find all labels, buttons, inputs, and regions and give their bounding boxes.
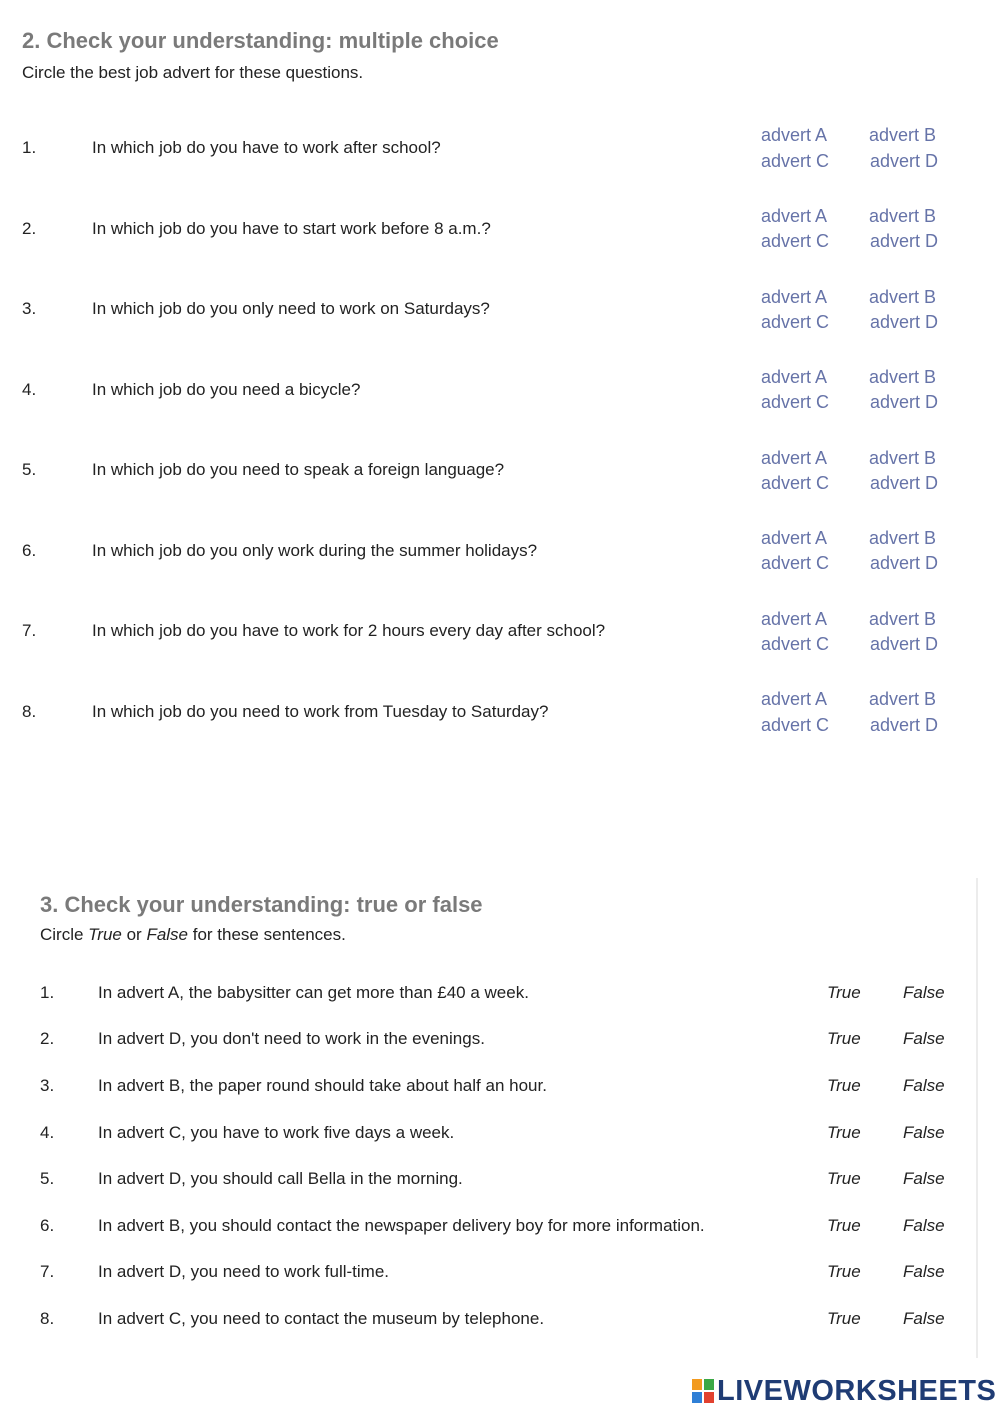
option-advert-d[interactable]: advert D <box>870 392 939 412</box>
option-true[interactable]: True <box>827 1123 861 1142</box>
option-true[interactable]: True <box>827 1029 861 1048</box>
option-advert-d[interactable]: advert D <box>870 553 939 573</box>
option-advert-b[interactable]: advert B <box>869 206 937 226</box>
section-2-instruction: Circle the best job advert for these questions. <box>22 63 364 82</box>
statement-number: 4. <box>40 1123 55 1142</box>
option-advert-b[interactable]: advert B <box>869 125 937 145</box>
statement-text: In advert D, you should call Bella in the morning. <box>98 1169 463 1188</box>
option-advert-c[interactable]: advert C <box>761 392 830 412</box>
option-advert-c[interactable]: advert C <box>761 553 830 573</box>
statement-number: 1. <box>40 983 55 1002</box>
option-false[interactable]: False <box>903 1216 945 1235</box>
question-text: In which job do you need to speak a foreign language? <box>92 460 505 479</box>
option-advert-b[interactable]: advert B <box>869 448 937 468</box>
question-text: In which job do you have to start work before 8 a.m.? <box>92 219 491 238</box>
option-true[interactable]: True <box>827 1076 861 1095</box>
option-advert-b[interactable]: advert B <box>869 528 937 548</box>
statement-number: 5. <box>40 1169 55 1188</box>
statement-number: 7. <box>40 1262 55 1281</box>
statement-number: 8. <box>40 1309 55 1328</box>
statement-text: In advert C, you have to work five days a week. <box>98 1123 455 1142</box>
option-advert-d[interactable]: advert D <box>870 634 939 654</box>
option-advert-a[interactable]: advert A <box>761 448 828 468</box>
question-text: In which job do you need a bicycle? <box>92 380 361 399</box>
option-true[interactable]: True <box>827 1216 861 1235</box>
option-false[interactable]: False <box>903 983 945 1002</box>
option-false[interactable]: False <box>903 1262 945 1281</box>
option-advert-d[interactable]: advert D <box>870 231 939 251</box>
option-advert-b[interactable]: advert B <box>869 287 937 307</box>
question-number: 8. <box>22 702 37 721</box>
statement-text: In advert D, you don't need to work in the evenings. <box>98 1029 485 1048</box>
statement-number: 3. <box>40 1076 55 1095</box>
option-advert-d[interactable]: advert D <box>870 151 939 171</box>
option-advert-c[interactable]: advert C <box>761 151 830 171</box>
option-advert-c[interactable]: advert C <box>761 715 830 735</box>
option-false[interactable]: False <box>903 1123 945 1142</box>
option-advert-a[interactable]: advert A <box>761 609 828 629</box>
option-advert-d[interactable]: advert D <box>870 715 939 735</box>
question-number: 5. <box>22 460 37 479</box>
option-advert-a[interactable]: advert A <box>761 287 828 307</box>
statement-number: 2. <box>40 1029 55 1048</box>
option-advert-a[interactable]: advert A <box>761 689 828 709</box>
option-advert-b[interactable]: advert B <box>869 689 937 709</box>
statement-text: In advert B, the paper round should take about half an hour. <box>98 1076 547 1095</box>
question-number: 3. <box>22 299 37 318</box>
option-false[interactable]: False <box>903 1169 945 1188</box>
option-advert-d[interactable]: advert D <box>870 473 939 493</box>
option-advert-c[interactable]: advert C <box>761 634 830 654</box>
option-true[interactable]: True <box>827 1262 861 1281</box>
question-text: In which job do you have to work for 2 hours every day after school? <box>92 621 606 640</box>
option-advert-a[interactable]: advert A <box>761 528 828 548</box>
option-false[interactable]: False <box>903 1309 945 1328</box>
liveworksheets-logo-icon <box>692 1379 714 1403</box>
option-true[interactable]: True <box>827 983 861 1002</box>
question-text: In which job do you only need to work on Saturdays? <box>92 299 490 318</box>
question-number: 6. <box>22 541 37 560</box>
liveworksheets-logo <box>692 1376 996 1406</box>
option-advert-c[interactable]: advert C <box>761 312 830 332</box>
question-number: 2. <box>22 219 37 238</box>
option-advert-a[interactable]: advert A <box>761 125 828 145</box>
option-false[interactable]: False <box>903 1029 945 1048</box>
option-advert-a[interactable]: advert A <box>761 367 828 387</box>
question-number: 4. <box>22 380 37 399</box>
scan-edge-line <box>976 878 978 1358</box>
section-3-title: 3. Check your understanding: true or false <box>40 892 483 917</box>
logo-text: LIVEWORKSHEETS <box>717 1374 997 1407</box>
statement-text: In advert C, you need to contact the museum by telephone. <box>98 1309 545 1328</box>
option-advert-d[interactable]: advert D <box>870 312 939 332</box>
statement-text: In advert B, you should contact the newspaper delivery boy for more information. <box>98 1216 705 1235</box>
option-advert-c[interactable]: advert C <box>761 231 830 251</box>
option-advert-b[interactable]: advert B <box>869 609 937 629</box>
option-true[interactable]: True <box>827 1309 861 1328</box>
option-false[interactable]: False <box>903 1076 945 1095</box>
question-text: In which job do you need to work from Tuesday to Saturday? <box>92 702 549 721</box>
question-text: In which job do you only work during the summer holidays? <box>92 541 538 560</box>
question-number: 1. <box>22 138 37 157</box>
option-advert-c[interactable]: advert C <box>761 473 830 493</box>
question-number: 7. <box>22 621 37 640</box>
option-true[interactable]: True <box>827 1169 861 1188</box>
statement-number: 6. <box>40 1216 55 1235</box>
question-text: In which job do you have to work after school? <box>92 138 441 157</box>
statement-text: In advert A, the babysitter can get more than £40 a week. <box>98 983 529 1002</box>
option-advert-b[interactable]: advert B <box>869 367 937 387</box>
section-3-instruction: Circle True or False for these sentences. <box>40 925 346 944</box>
option-advert-a[interactable]: advert A <box>761 206 828 226</box>
section-2-title: 2. Check your understanding: multiple choice <box>22 28 499 53</box>
statement-text: In advert D, you need to work full-time. <box>98 1262 390 1281</box>
